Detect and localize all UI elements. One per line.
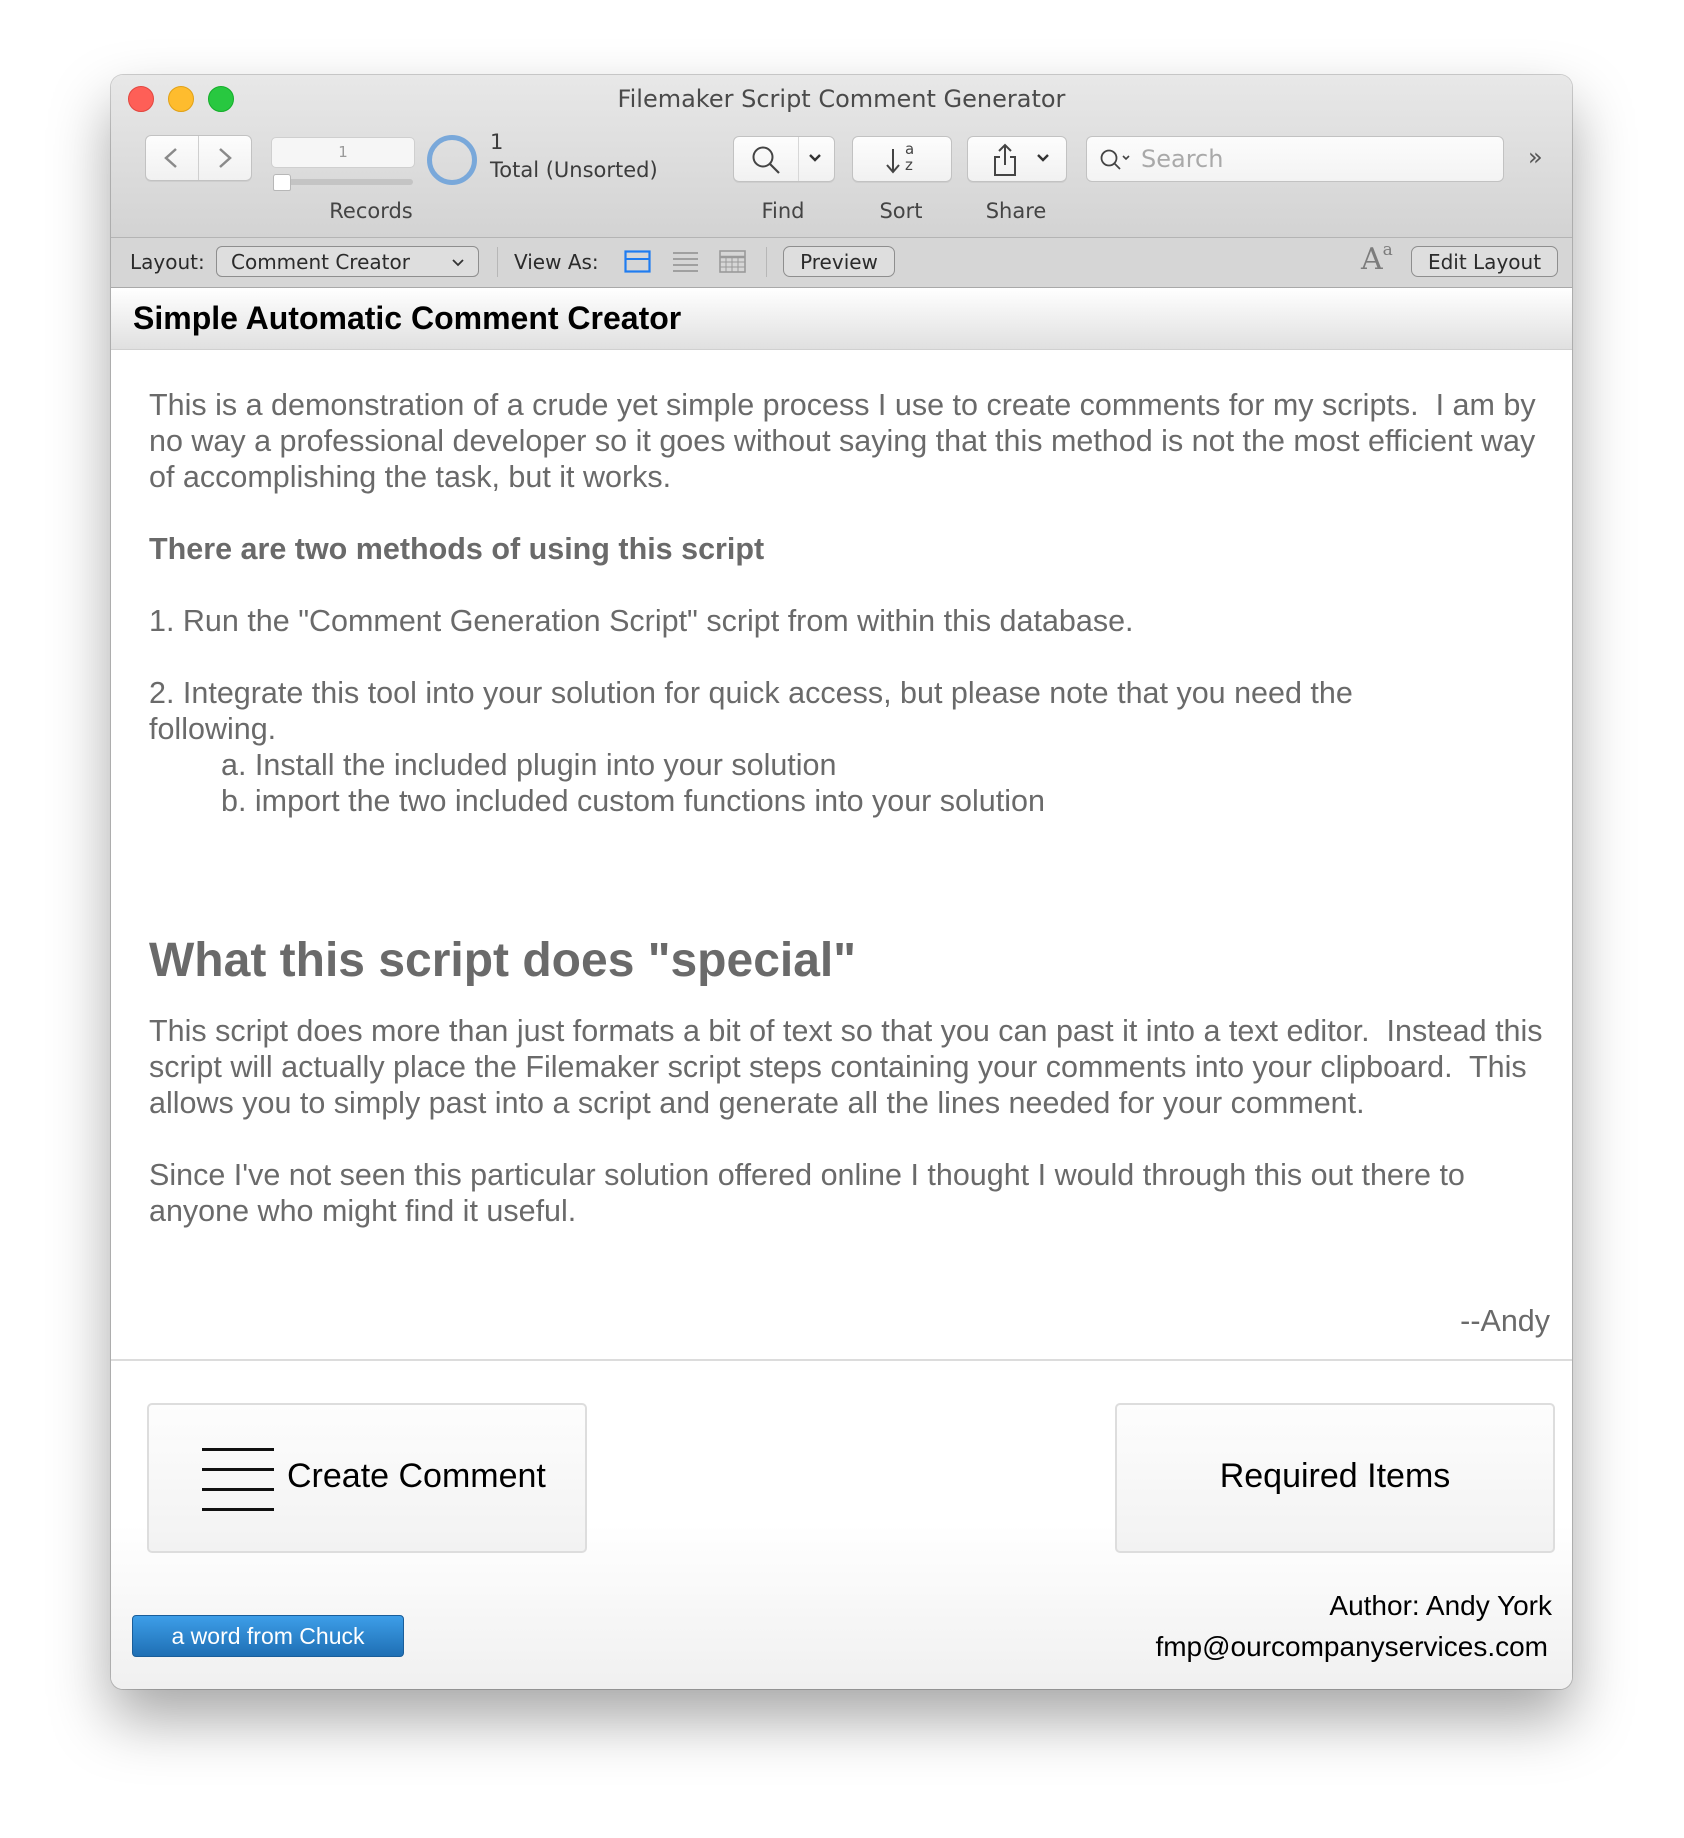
word-from-chuck-button[interactable]: a word from Chuck [132,1615,404,1657]
method-2a: a. Install the included plugin into your solution [221,748,837,782]
record-slider-thumb[interactable] [273,174,291,191]
layout-label: Layout: [130,250,205,274]
method-2b: b. import the two included custom functions into your solution [221,784,1045,818]
edit-layout-button[interactable] [1411,246,1558,277]
window-title: Filemaker Script Comment Generator [617,85,1066,113]
method-2: 2. Integrate this tool into your solution for quick access, but please note that you need the following. [149,676,1362,746]
page-title: Simple Automatic Comment Creator [133,300,682,336]
chevron-down-icon [451,258,465,267]
description-text [149,387,1552,1229]
signoff: --Andy [1460,1304,1550,1338]
search-placeholder: Search [1141,145,1224,173]
list-view-icon[interactable] [672,251,699,273]
find-button[interactable] [733,136,835,182]
chevron-down-icon[interactable] [1036,153,1050,163]
lines-icon [202,1448,274,1510]
sort-icon-a: a [905,140,915,158]
toolbar-overflow-button[interactable]: » [1528,143,1537,171]
record-pie-icon [427,135,477,185]
title-toolbar [111,75,1572,238]
app-window [111,75,1572,1689]
search-icon [1099,148,1135,172]
font-size-icon-sup: a [1382,240,1393,260]
divider [766,247,767,277]
form-view-icon[interactable] [624,250,651,273]
method-1: 1. Run the "Comment Generation Script" script from within this database. [149,604,1134,638]
preview-label: Preview [800,250,878,274]
chevron-down-icon[interactable] [808,153,822,163]
next-record-button[interactable] [199,136,251,180]
current-record-field[interactable]: 1 [271,137,415,168]
records-label: Records [329,199,413,223]
special-paragraph: This script does more than just formats a bit of text so that you can past it into a text editor. Instead this script will actually place the Filemaker script steps containing your comments into your clipboard. This allows you to simply past into a script and generate all the lines needed for your comment. [149,1014,1552,1120]
font-size-icon[interactable] [1361,242,1393,277]
sort-az-icon [885,145,921,175]
find-label: Find [761,199,805,223]
divider [497,247,498,277]
intro-paragraph: This is a demonstration of a crude yet simple process I use to create comments for my scripts. I am by no way a professional developer so it goes without saying that this method is not the most efficient way of accomplishing the task, but it works. [149,388,1545,494]
layout-header [111,288,1572,350]
magnifier-icon [751,145,783,175]
author-text: Author: Andy York [1329,1590,1552,1621]
search-input[interactable] [1086,136,1504,182]
create-comment-label: Create Comment [287,1457,546,1495]
previous-record-button[interactable] [146,136,198,180]
chevron-right-icon [217,147,233,169]
share-button[interactable] [967,136,1067,182]
record-navigation [145,135,252,181]
layout-select[interactable] [216,246,479,277]
sort-button[interactable] [852,136,952,182]
chevron-left-icon [163,147,179,169]
sort-label: Sort [879,199,923,223]
methods-heading: There are two methods of using this script [149,532,765,566]
view-as-label: View As: [514,250,599,274]
divider [798,137,799,181]
record-status: Total (Unsorted) [490,158,658,182]
font-size-icon-main: A [1361,242,1383,277]
share-label: Share [985,199,1047,223]
layout-footer [111,1361,1572,1689]
record-slider[interactable] [273,179,413,185]
layout-select-value: Comment Creator [231,250,410,274]
special-heading: What this script does "special" [149,934,857,987]
required-items-button[interactable] [1115,1403,1555,1553]
sort-icon-z: z [905,156,913,174]
layout-bar [111,238,1572,288]
author-email[interactable]: fmp@ourcompanyservices.com [1155,1631,1548,1662]
required-items-label: Required Items [1219,1457,1451,1495]
share-icon [992,143,1018,177]
create-comment-button[interactable] [147,1403,587,1553]
preview-button[interactable] [783,246,895,277]
closing-paragraph: Since I've not seen this particular solution offered online I thought I would through this out there to anyone who might find it useful. [149,1158,1474,1228]
table-view-icon[interactable] [719,250,746,273]
edit-layout-label: Edit Layout [1427,250,1542,274]
record-count: 1 [490,130,504,154]
